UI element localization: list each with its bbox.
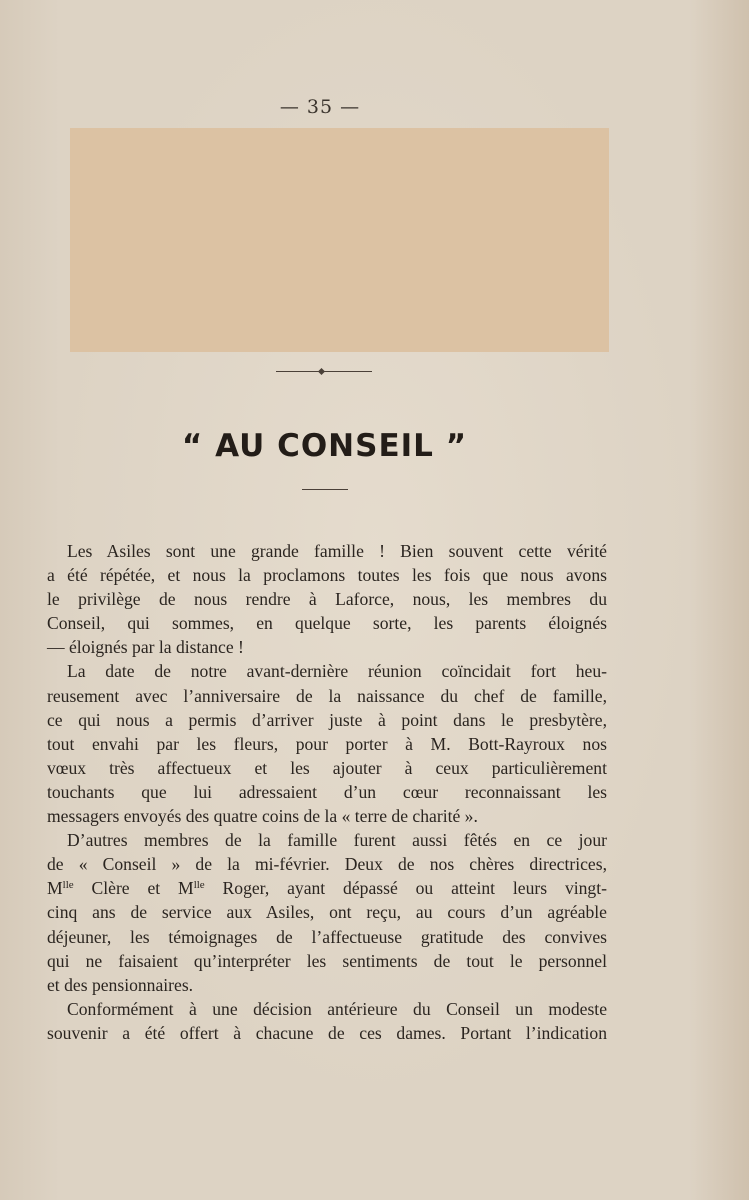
text-line: Conformément à une décision antérieure du Conseil un modeste (67, 998, 607, 1019)
text-line: — éloignés par la distance ! (47, 637, 244, 658)
text-line: et des pensionnaires. (47, 974, 194, 995)
honorific-superscript: lle (62, 879, 74, 892)
honorific-superscript: lle (193, 879, 205, 892)
text-fragment: Clère et (91, 878, 161, 899)
text-line: vœux très affectueux et les ajouter à ceux particulièrement (47, 757, 607, 778)
text-line: La date de notre avant-dernière réunion coïncidait fort heu- (67, 661, 607, 682)
text-line: messagers envoyés des quatre coins de la « terre de charité ». (47, 806, 478, 827)
text-line-honorifics (47, 876, 607, 900)
text-line: a été répétée, et nous la proclamons toutes les fois que nous avons (47, 565, 607, 586)
text-line: déjeuner, les témoignages de l’affectueuse gratitude des convives (47, 926, 607, 947)
text-fragment: Roger, ayant dépassé ou atteint leurs vingt- (222, 878, 607, 899)
text-line: D’autres membres de la famille furent aussi fêtés en ce jour (67, 830, 607, 851)
text-line: le privilège de nous rendre à Laforce, nous, les membres du (47, 589, 607, 610)
page-number: — 35 — (279, 96, 361, 118)
text-line: de « Conseil » de la mi-février. Deux de nos chères directrices, (47, 854, 607, 875)
text-line: souvenir a été offert à chacune de ces dames. Portant l’indication (47, 1022, 607, 1043)
redacted-block (70, 128, 609, 352)
text-line: Conseil, qui sommes, en quelque sorte, les parents éloignés (47, 613, 607, 634)
text-line: cinq ans de service aux Asiles, ont reçu, au cours d’un agréable (47, 902, 607, 923)
text-line: tout envahi par les fleurs, pour porter à M. Bott-Rayroux nos (47, 733, 607, 754)
title-underline (302, 489, 348, 490)
honorific: M (47, 878, 63, 899)
text-line: Les Asiles sont une grande famille ! Bien souvent cette vérité (67, 541, 607, 561)
article-body (47, 539, 607, 1045)
honorific: M (178, 878, 194, 899)
text-line: qui ne faisaient qu’interpréter les sentiments de tout le personnel (47, 950, 607, 971)
text-line: ce qui nous a permis d’arriver juste à point dans le presbytère, (47, 709, 607, 730)
article-title: “ AU CONSEIL ” (181, 428, 468, 464)
ornament-diamond (318, 368, 325, 375)
text-line: reusement avec l’anniversaire de la naissance du chef de famille, (47, 685, 607, 706)
text-line: touchants que lui adressaient d’un cœur reconnaissant les (47, 781, 607, 802)
